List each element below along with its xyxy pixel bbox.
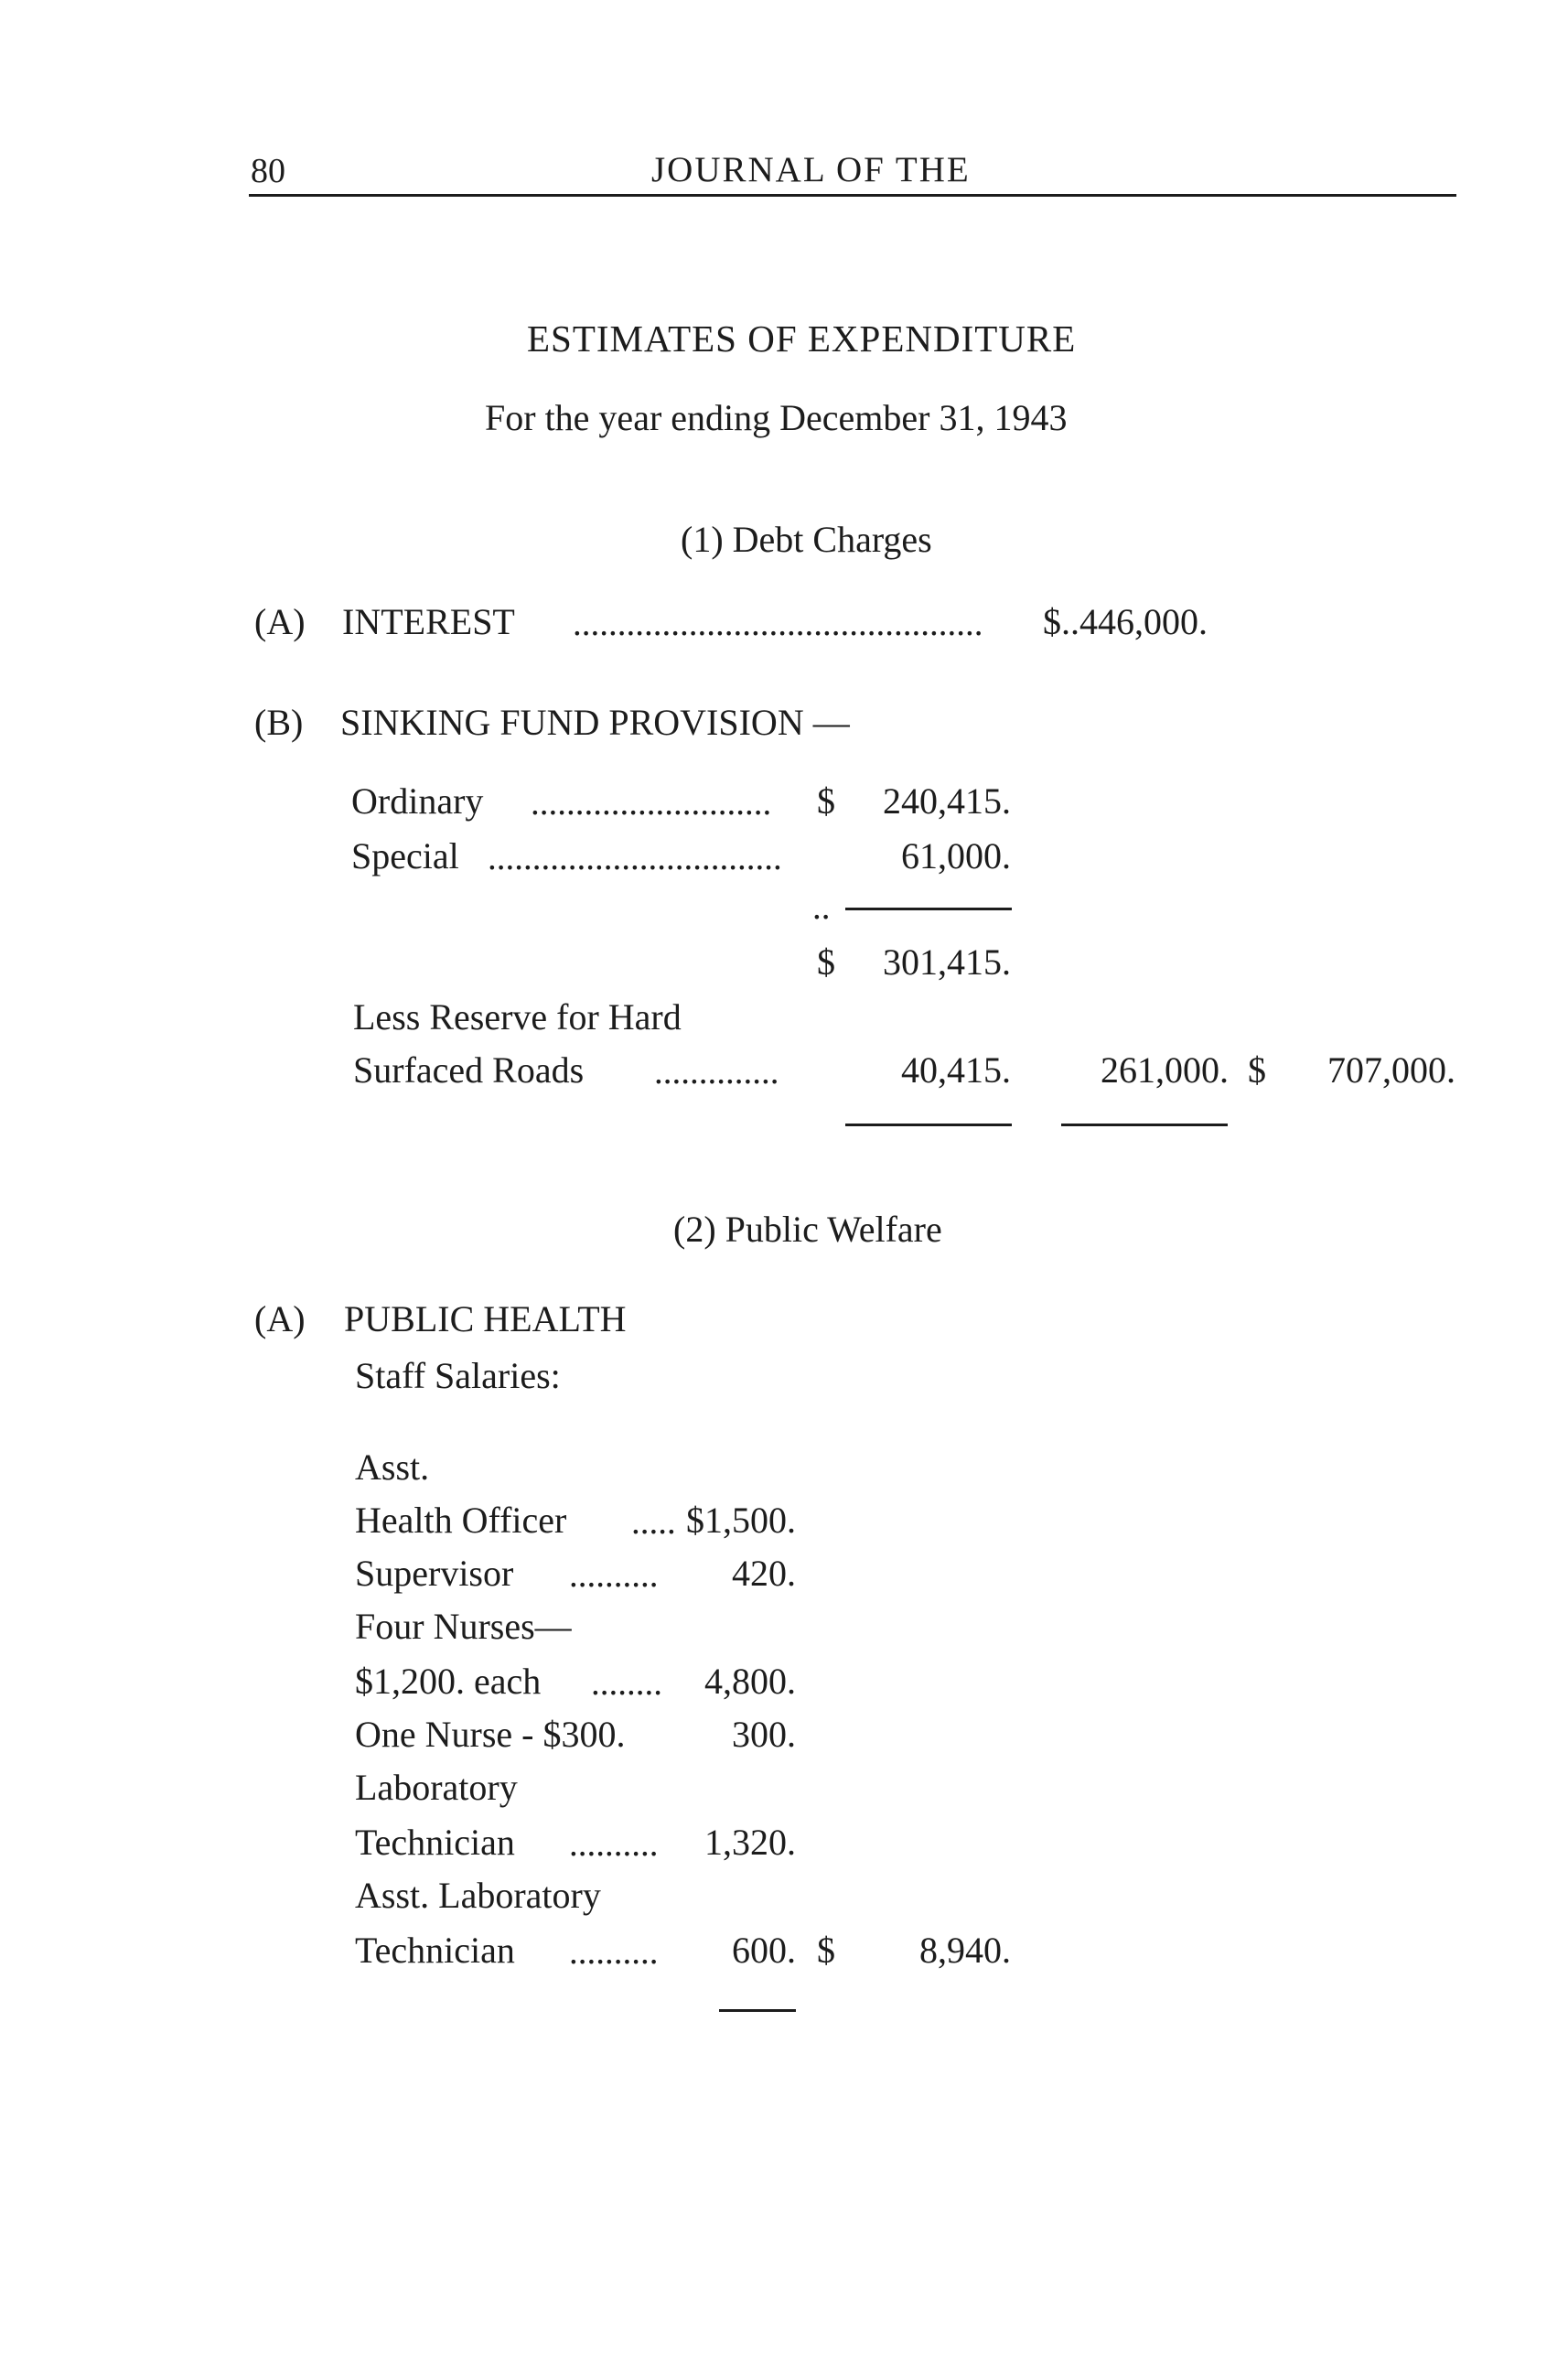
public-health-letter: (A) xyxy=(254,1298,306,1339)
reserve-leader: .............. xyxy=(654,1052,779,1091)
asst-technician-label: Technician xyxy=(355,1930,515,1971)
reserve-amount: 40,415. xyxy=(901,1049,1011,1091)
subtotal-amount: 301,415. xyxy=(883,941,1011,983)
asst-laboratory-label: Asst. Laboratory xyxy=(355,1875,601,1916)
running-title: JOURNAL OF THE xyxy=(651,150,971,189)
health-officer-amount: $1,500. xyxy=(686,1500,796,1541)
public-health-total: 8,940. xyxy=(919,1930,1011,1971)
special-label: Special xyxy=(351,835,459,876)
total-dollar: $ xyxy=(1248,1049,1266,1091)
section-heading-debt-charges: (1) Debt Charges xyxy=(681,519,932,560)
public-health-dollar: $ xyxy=(817,1930,835,1971)
technician-leader: .......... xyxy=(569,1824,659,1864)
total-amount: 707,000. xyxy=(1327,1049,1455,1091)
four-nurses-label: Four Nurses— xyxy=(355,1606,572,1647)
page-number: 80 xyxy=(251,152,285,190)
each-amount: 4,800. xyxy=(704,1661,796,1702)
staff-salaries-label: Staff Salaries: xyxy=(355,1355,561,1396)
each-label: $1,200. each xyxy=(355,1661,542,1702)
one-nurse-amount: 300. xyxy=(732,1714,796,1755)
health-officer-leader: ..... xyxy=(631,1502,676,1542)
supervisor-label: Supervisor xyxy=(355,1553,514,1594)
sinking-fund-letter: (B) xyxy=(254,702,304,743)
subtotal-dollar: $ xyxy=(817,941,835,983)
one-nurse-label: One Nurse - $300. xyxy=(355,1714,626,1755)
reserve-rule xyxy=(845,1124,1012,1126)
special-amount: 61,000. xyxy=(901,835,1011,876)
ordinary-leader: ........................... xyxy=(531,783,772,823)
subtotal-rule xyxy=(845,908,1012,910)
interest-label: INTEREST xyxy=(342,601,515,642)
public-health-rule xyxy=(719,2009,796,2012)
supervisor-leader: .......... xyxy=(569,1555,659,1595)
subtotal-marks: .. xyxy=(812,887,831,927)
supervisor-amount: 420. xyxy=(732,1553,796,1594)
interest-amount: $..446,000. xyxy=(1043,601,1208,642)
net-rule xyxy=(1061,1124,1228,1126)
asst-technician-leader: .......... xyxy=(569,1932,659,1972)
net-amount: 261,000. xyxy=(1101,1049,1229,1091)
technician-label: Technician xyxy=(355,1822,515,1863)
special-leader: ................................. xyxy=(488,838,782,877)
each-leader: ........ xyxy=(591,1663,662,1703)
section-heading-public-welfare: (2) Public Welfare xyxy=(673,1209,942,1250)
public-health-label: PUBLIC HEALTH xyxy=(344,1298,627,1339)
ordinary-dollar: $ xyxy=(817,780,835,822)
interest-letter: (A) xyxy=(254,601,306,642)
reserve-label: Surfaced Roads xyxy=(353,1049,585,1091)
header-rule xyxy=(249,194,1456,197)
sinking-fund-label: SINKING FUND PROVISION — xyxy=(340,702,850,743)
health-officer-label: Health Officer xyxy=(355,1500,567,1541)
asst-label: Asst. xyxy=(355,1446,430,1488)
laboratory-label: Laboratory xyxy=(355,1767,518,1808)
reserve-line-1: Less Reserve for Hard xyxy=(353,996,682,1038)
page-title: ESTIMATES OF EXPENDITURE xyxy=(527,317,1077,360)
ordinary-amount: 240,415. xyxy=(883,780,1011,822)
ordinary-label: Ordinary xyxy=(351,780,484,822)
page-subtitle: For the year ending December 31, 1943 xyxy=(485,397,1068,438)
technician-amount: 1,320. xyxy=(704,1822,796,1863)
interest-leader: .............................................. xyxy=(573,604,983,643)
asst-technician-amount: 600. xyxy=(732,1930,796,1971)
